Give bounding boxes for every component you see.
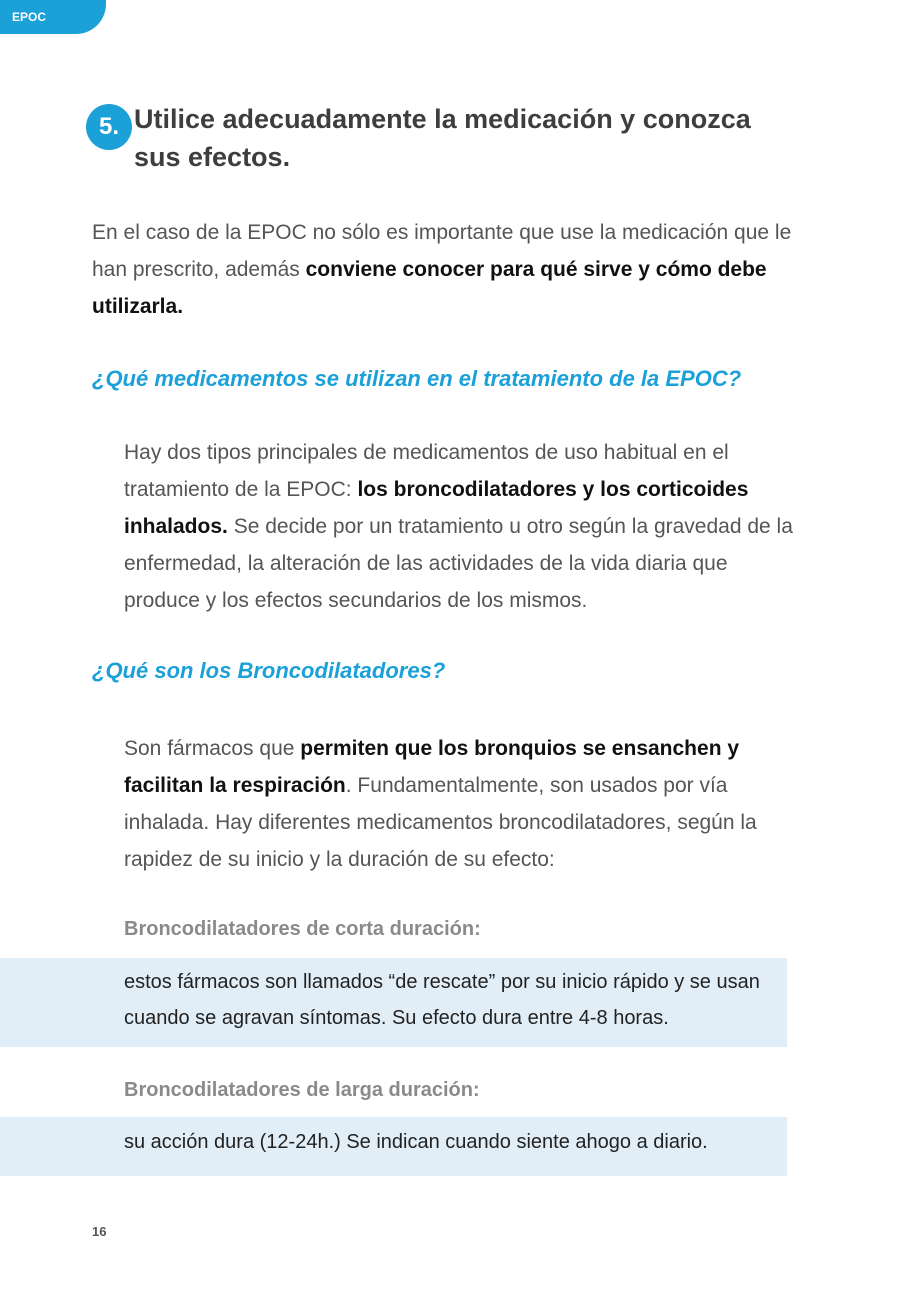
bronchodilators-paragraph <box>124 730 796 878</box>
header-tab <box>0 0 106 34</box>
medications-text: Hay dos tipos principales de medicamentos de uso habitual en el tratamiento de la EPOC: <box>124 441 729 501</box>
intro-bold-text: conviene conocer para qué sirve y cómo debe utilizarla <box>92 258 767 318</box>
medications-text-end: Se decide por un tratamiento u otro según la gravedad de la enfermedad, la alteración de las actividades de la vida diaria que produce y los efectos secundarios de los mismos. <box>124 515 793 612</box>
section-number-badge <box>86 104 132 150</box>
bronchodilators-text-end: . Fundamentalmente, son usados por vía inhalada. Hay diferentes medicamentos broncodilatadores, según la rapidez de su inicio y la duración de su efecto: <box>124 774 757 871</box>
long-acting-text: su acción dura (12-24h.) Se indican cuando siente ahogo a diario. <box>124 1131 708 1153</box>
short-acting-label: Broncodilatadores de corta duración: <box>124 918 481 940</box>
long-acting-label: Broncodilatadores de larga duración: <box>124 1079 480 1101</box>
medications-bold-text: los broncodilatadores y los corticoides inhalados. <box>124 478 749 538</box>
question-heading-bronchodilators: ¿Qué son los Broncodilatadores? <box>92 658 446 683</box>
bronchodilators-bold-text: permiten que los bronquios se ensanchen y facilitan la respiración <box>124 737 740 797</box>
intro-end: . <box>177 295 184 318</box>
header-tab-label: EPOC <box>12 10 47 24</box>
short-acting-text: estos fármacos son llamados “de rescate” por su inicio rápido y se usan cuando se agravan síntomas. Su efecto dura entre 4-8 horas. <box>124 971 760 1029</box>
section-title: Utilice adecuadamente la medicación y conozca sus efectos. <box>134 104 751 172</box>
question-heading-medications: ¿Qué medicamentos se utilizan en el tratamiento de la EPOC? <box>92 366 742 391</box>
bronchodilators-text: Son fármacos que <box>124 737 301 760</box>
page-number: 16 <box>92 1224 107 1239</box>
medications-paragraph <box>124 434 796 619</box>
intro-paragraph <box>92 214 792 325</box>
intro-text: En el caso de la EPOC no sólo es importante que use la medicación que le han prescrito, además <box>92 221 792 281</box>
section-number: 5. <box>98 113 119 140</box>
